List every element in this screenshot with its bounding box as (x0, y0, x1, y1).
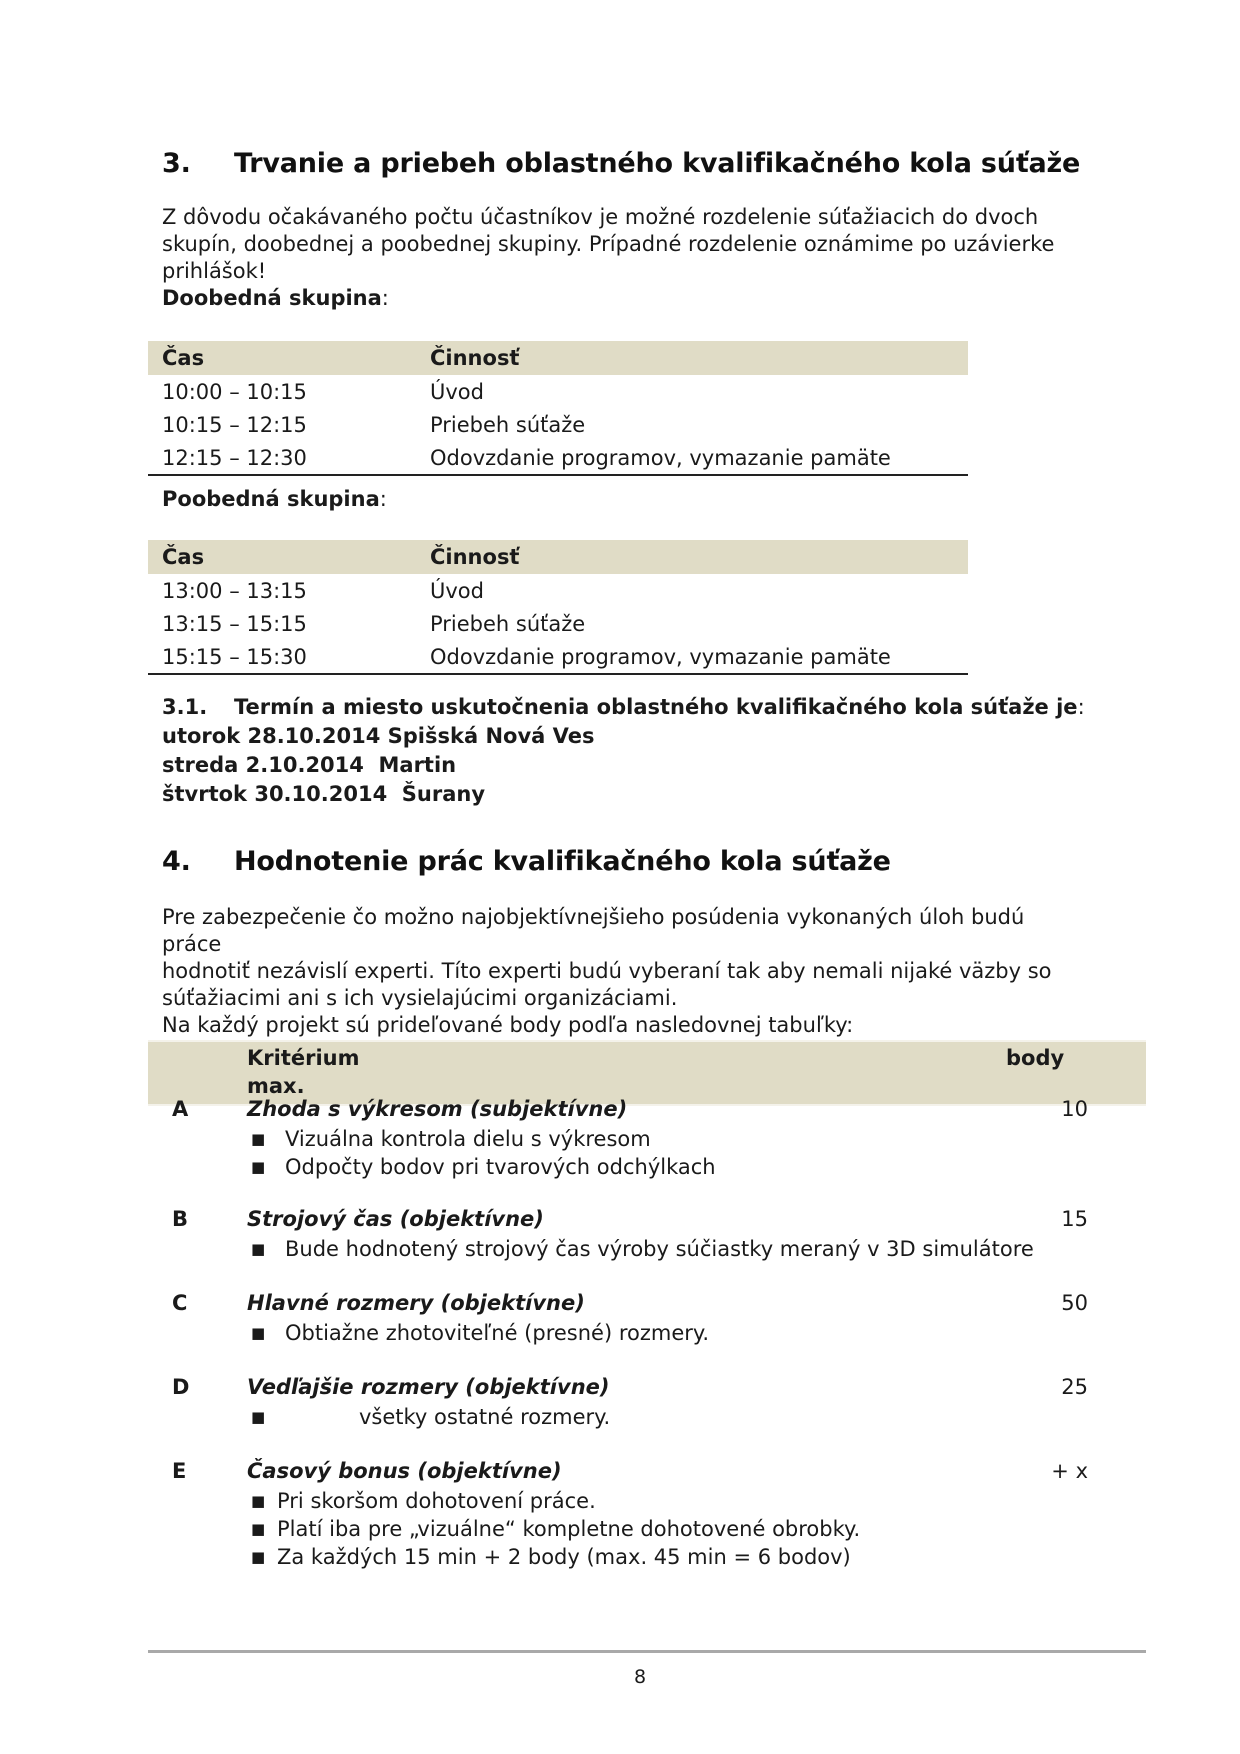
criterion-letter: E (172, 1459, 187, 1483)
date-line: streda 2.10.2014 Martin (162, 753, 457, 777)
criterion-letter: D (172, 1375, 190, 1399)
col-header-max: max. (247, 1074, 305, 1098)
date-line: utorok 28.10.2014 Spišská Nová Ves (162, 724, 595, 748)
square-bullet-icon: ■ (251, 1492, 266, 1510)
afternoon-schedule-table (148, 540, 968, 675)
criterion-letter: B (172, 1207, 189, 1231)
list-item: ■ Odpočty bodov pri tvarových odchýlkach (251, 1155, 716, 1179)
col-header-criterion: Kritérium (247, 1046, 360, 1070)
criterion-title: Zhoda s výkresom (subjektívne) (247, 1097, 628, 1121)
criterion-title: Časový bonus (objektívne) (247, 1459, 562, 1483)
square-bullet-icon: ■ (251, 1520, 266, 1538)
criterion-title: Strojový čas (objektívne) (247, 1207, 544, 1231)
section-3-heading (162, 148, 1080, 179)
section-4-heading (162, 846, 891, 877)
criterion-title: Vedľajšie rozmery (objektívne) (247, 1375, 610, 1399)
square-bullet-icon: ■ (251, 1408, 266, 1426)
table-header-row (148, 540, 968, 574)
criterion-points: + x (1051, 1459, 1088, 1483)
section-4-title: Hodnotenie prác kvalifikačného kola súťaže (234, 846, 891, 877)
intro-line: skupín, doobednej a poobednej skupiny. Prípadné rozdelenie oznámime po uzávierke (162, 232, 1055, 256)
criterion-letter: A (172, 1097, 189, 1121)
list-item: ■ Obtiažne zhotoviteľné (presné) rozmery. (251, 1321, 709, 1345)
table-row (148, 408, 968, 441)
table-row (148, 441, 968, 475)
activity-cell: Odovzdanie programov, vymazanie pamäte (416, 640, 968, 674)
criterion-items (247, 1235, 1034, 1263)
square-bullet-icon: ■ (251, 1158, 266, 1176)
subsection-3-1-heading: 3.1. Termín a miesto uskutočnenia oblastného kvalifikačného kola súťaže je: (162, 695, 1085, 719)
intro-line: prihlášok! (162, 259, 267, 283)
intro-line: hodnotiť nezávislí experti. Títo experti budú vyberaní tak aby nemali nijaké väzby so (162, 959, 1052, 983)
section-4-number: 4. (162, 846, 191, 877)
section-3-title: Trvanie a priebeh oblastného kvalifikačného kola súťaže (234, 148, 1081, 179)
list-item: ■ Pri skoršom dohotovení práce. (251, 1489, 596, 1513)
page-number: 8 (633, 1666, 647, 1688)
morning-schedule-table (148, 341, 968, 476)
criterion-items (247, 1125, 716, 1181)
col-header-activity: Činnosť (416, 341, 968, 375)
criterion-items (247, 1403, 610, 1431)
activity-cell: Úvod (430, 379, 484, 404)
criterion-items (247, 1319, 709, 1347)
date-line: štvrtok 30.10.2014 Šurany (162, 782, 486, 806)
intro-line: Pre zabezpečenie čo možno najobjektívnejšieho posúdenia vykonaných úloh budú práce (162, 905, 1025, 956)
table-header-row (148, 341, 968, 375)
activity-cell: Priebeh súťaže (430, 412, 586, 437)
activity-cell: Priebeh súťaže (430, 611, 586, 636)
criterion-points: 50 (1061, 1291, 1088, 1315)
table-row (148, 574, 968, 607)
list-item: ■ Za každých 15 min + 2 body (max. 45 min = 6 bodov) (251, 1545, 851, 1569)
col-header-points: body (1006, 1046, 1065, 1070)
list-item: ■ Bude hodnotený strojový čas výroby súčiastky meraný v 3D simulátore (251, 1237, 1034, 1261)
square-bullet-icon: ■ (251, 1548, 266, 1566)
time-cell: 13:00 – 13:15 (162, 578, 307, 603)
criteria-table-intro: Na každý projekt sú prideľované body podľa nasledovnej tabuľky: (162, 1013, 854, 1037)
criterion-title: Hlavné rozmery (objektívne) (247, 1291, 585, 1315)
intro-line: súťažiacimi ani s ich vysielajúcimi organizáciami. (162, 986, 678, 1010)
square-bullet-icon: ■ (251, 1130, 266, 1148)
square-bullet-icon: ■ (251, 1240, 266, 1258)
col-header-activity: Činnosť (416, 540, 968, 574)
criterion-points: 15 (1061, 1207, 1088, 1231)
section-3-number: 3. (162, 148, 191, 179)
footer-divider (148, 1650, 1146, 1653)
table-row (148, 375, 968, 408)
list-item: ■ všetky ostatné rozmery. (251, 1405, 611, 1429)
square-bullet-icon: ■ (251, 1324, 266, 1342)
criterion-points: 25 (1061, 1375, 1088, 1399)
col-header-time: Čas (148, 540, 416, 574)
col-header-time: Čas (148, 341, 416, 375)
table-row (148, 640, 968, 674)
activity-cell: Odovzdanie programov, vymazanie pamäte (416, 441, 968, 475)
list-item: ■ Vizuálna kontrola dielu s výkresom (251, 1127, 651, 1151)
section-3-intro (162, 204, 1082, 312)
activity-cell: Úvod (430, 578, 484, 603)
table-row (148, 607, 968, 640)
criterion-items (247, 1487, 860, 1571)
list-item: ■ Platí iba pre „vizuálne“ kompletne dohotovené obrobky. (251, 1517, 861, 1541)
time-cell: 12:15 – 12:30 (148, 441, 416, 475)
time-cell: 15:15 – 15:30 (148, 640, 416, 674)
criterion-points: 10 (1061, 1097, 1088, 1121)
time-cell: 13:15 – 15:15 (162, 611, 307, 636)
subsection-3-1 (162, 693, 1085, 809)
criterion-letter: C (172, 1291, 188, 1315)
time-cell: 10:00 – 10:15 (162, 379, 307, 404)
time-cell: 10:15 – 12:15 (162, 412, 307, 437)
morning-group-label: Doobedná skupina: (162, 286, 389, 310)
afternoon-group-label: Poobedná skupina: (162, 487, 387, 511)
intro-line: Z dôvodu očakávaného počtu účastníkov je možné rozdelenie súťažiacich do dvoch (162, 205, 1039, 229)
section-4-intro (162, 904, 1082, 1012)
